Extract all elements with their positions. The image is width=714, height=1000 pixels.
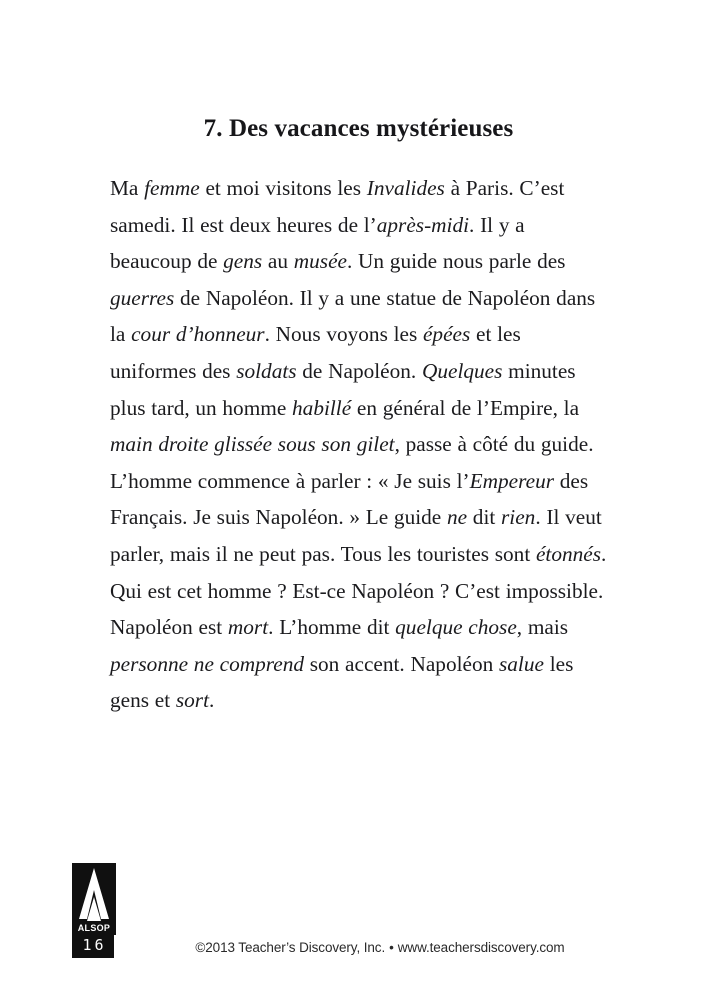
alsop-logo: [72, 861, 116, 935]
passage-text: et les uniformes des: [110, 322, 521, 383]
passage-text: . Il y a beaucoup de: [110, 212, 525, 274]
alsop-a-monogram-icon: [72, 861, 116, 923]
page-number: 16: [72, 933, 114, 958]
passage-text: au: [262, 249, 294, 274]
alsop-wordmark: ALSOP: [72, 923, 116, 935]
passage-text: et moi visitons les: [199, 176, 367, 200]
passage-text: son accent. Napoléon: [304, 651, 499, 676]
vocab-emphasis: Invalides: [366, 176, 445, 200]
passage-text: , passe à côté du guide. L’homme commence à parler : « Je suis l’: [110, 432, 594, 493]
passage-text: . Un guide nous parle des: [347, 249, 566, 274]
vocab-emphasis: ne: [446, 505, 468, 530]
vocab-emphasis: personne ne comprend: [110, 651, 305, 676]
copyright-text: ©2013 Teacher’s Discovery, Inc.: [195, 940, 386, 955]
vocab-emphasis: rien: [501, 505, 536, 530]
passage-text: minutes plus tard, un homme: [110, 358, 576, 420]
passage-text: les gens et: [110, 651, 574, 713]
passage-text: . Nous voyons les: [264, 322, 423, 347]
vocab-emphasis: cour d’honneur: [131, 322, 265, 347]
vocab-emphasis: Quelques: [421, 358, 503, 383]
footer-credit: [0, 940, 714, 955]
passage-text: en général de l’Empire, la: [351, 395, 580, 420]
vocab-emphasis: musée: [293, 249, 347, 274]
page-title: 7. Des vacances mystérieuses: [203, 114, 514, 142]
vocab-emphasis: étonnés: [535, 541, 602, 566]
vocab-emphasis: sort: [175, 688, 210, 713]
passage-text: dit: [467, 505, 502, 530]
passage-text: . Il veut parler, mais il ne peut pas. Tous les touristes sont: [110, 505, 602, 566]
vocab-emphasis: soldats: [236, 358, 297, 383]
passage-text: Ma: [110, 176, 145, 200]
vocab-emphasis: épées: [422, 322, 471, 347]
passage-text: , mais: [516, 615, 569, 640]
footer-separator: •: [389, 940, 394, 955]
vocab-emphasis: main droite glissée sous son gilet: [110, 432, 395, 457]
vocab-emphasis: guerres: [110, 285, 175, 310]
vocab-emphasis: habillé: [292, 395, 352, 420]
vocab-emphasis: quelque chose: [395, 615, 517, 640]
website-text: www.teachersdiscovery.com: [397, 940, 565, 955]
vocab-emphasis: Empereur: [469, 468, 555, 493]
passage-text: .: [209, 688, 215, 713]
vocab-emphasis: salue: [499, 651, 544, 676]
passage-text: à Paris. C’est samedi. Il est deux heures de l’: [110, 176, 565, 237]
vocab-emphasis: mort: [227, 615, 269, 640]
reading-passage: [110, 170, 610, 719]
passage-text: de Napoléon.: [296, 358, 422, 383]
vocab-emphasis: après-midi: [376, 212, 470, 237]
vocab-emphasis: femme: [144, 176, 200, 200]
passage-text: des Français. Je suis Napoléon. » Le guide: [110, 468, 589, 530]
vocab-emphasis: gens: [223, 249, 263, 274]
passage-text: de Napoléon. Il y a une statue de Napoléon dans la: [110, 285, 596, 347]
passage-text: . L’homme dit: [268, 615, 396, 640]
passage-text: . Qui est cet homme ? Est-ce Napoléon ? C’est impossible. Napoléon est: [110, 541, 607, 640]
